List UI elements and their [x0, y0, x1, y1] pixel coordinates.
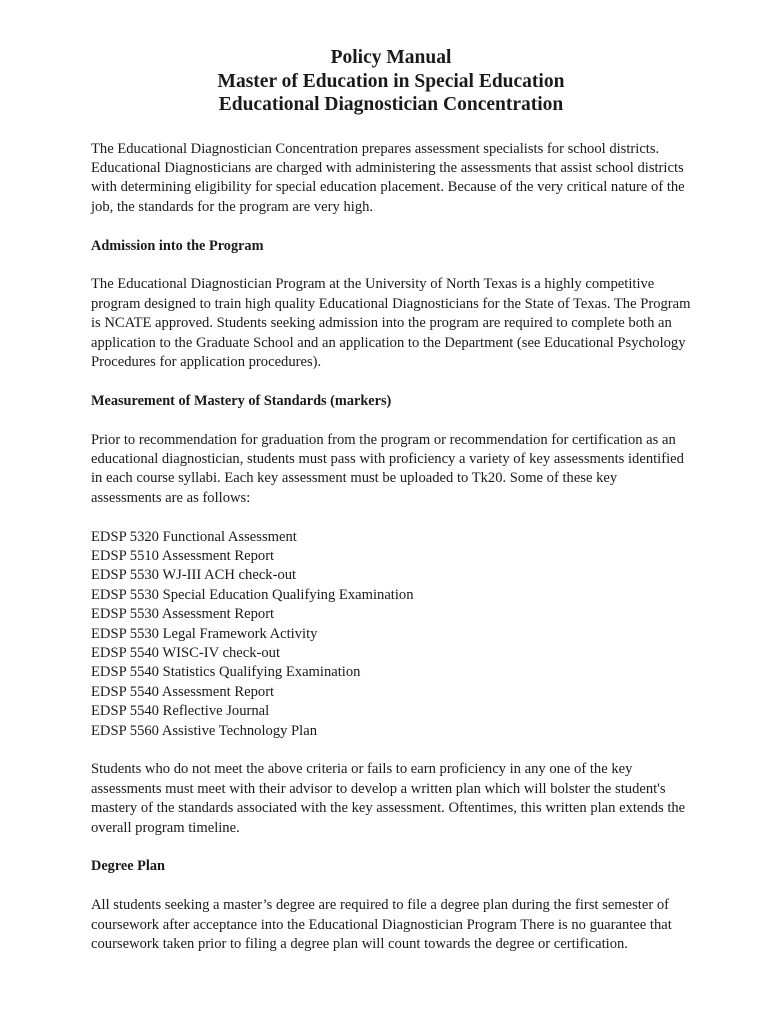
list-item: EDSP 5530 Legal Framework Activity — [91, 625, 318, 642]
list-item: EDSP 5320 Functional Assessment — [91, 528, 297, 545]
list-item: EDSP 5540 Statistics Qualifying Examination — [91, 664, 361, 681]
document-page — [91, 46, 691, 974]
remediation-paragraph: Students who do not meet the above criteria or fails to earn proficiency in any one of the key assessments must meet with their advisor to develop a written plan which will bolster the student's mastery of the standards associated with the key assessment. Oftentimes, this written plan extends the overall program timeline. — [91, 761, 686, 836]
degree-plan-paragraph: All students seeking a master’s degree are required to file a degree plan during the first semester of coursework after acceptance into the Educational Diagnostician Program There is no guarantee that coursework taken prior to filing a degree plan will count towards the degree or certification. — [91, 897, 672, 953]
list-item: EDSP 5530 Special Education Qualifying Examination — [91, 586, 414, 603]
title-line-3: Educational Diagnostician Concentration — [218, 94, 564, 115]
measurement-heading: Measurement of Mastery of Standards (markers) — [91, 392, 392, 409]
list-item: EDSP 5540 WISC-IV check-out — [91, 644, 281, 661]
list-item: EDSP 5530 WJ-III ACH check-out — [91, 567, 297, 584]
degree-plan-heading: Degree Plan — [91, 858, 165, 875]
list-item: EDSP 5540 Reflective Journal — [91, 703, 270, 720]
title-line-2: Master of Education in Special Education — [217, 70, 565, 92]
admission-heading: Admission into the Program — [91, 237, 264, 254]
title-line-1: Policy Manual — [330, 47, 452, 68]
list-item: EDSP 5560 Assistive Technology Plan — [91, 722, 318, 739]
list-item: EDSP 5540 Assessment Report — [91, 683, 275, 700]
list-item: EDSP 5530 Assessment Report — [91, 606, 275, 623]
measurement-paragraph: Prior to recommendation for graduation from the program or recommendation for certification as an educational diagnostician, students must pass with proficiency a variety of key assessments identified in each course syllabi. Each key assessment must be uploaded to Tk20. Some of these key assessments are as follows: — [91, 431, 684, 506]
admission-paragraph: The Educational Diagnostician Program at the University of North Texas is a highly competitive program designed to train high quality Educational Diagnosticians for the State of Texas. The Program is NCATE approved. Students seeking admission into the program are required to complete both an application to the Graduate School and an application to the Department (see Educational Psychology Procedures for application procedures). — [91, 276, 691, 370]
intro-paragraph: The Educational Diagnostician Concentration prepares assessment specialists for school districts. Educational Diagnosticians are charged with administering the assessments that assist school districts with determining eligibility for special education placement. Because of the very critical nature of the job, the standards for the program are very high. — [91, 140, 685, 215]
list-item: EDSP 5510 Assessment Report — [91, 547, 275, 564]
key-assessment-list — [91, 528, 691, 741]
document-title — [91, 46, 691, 117]
